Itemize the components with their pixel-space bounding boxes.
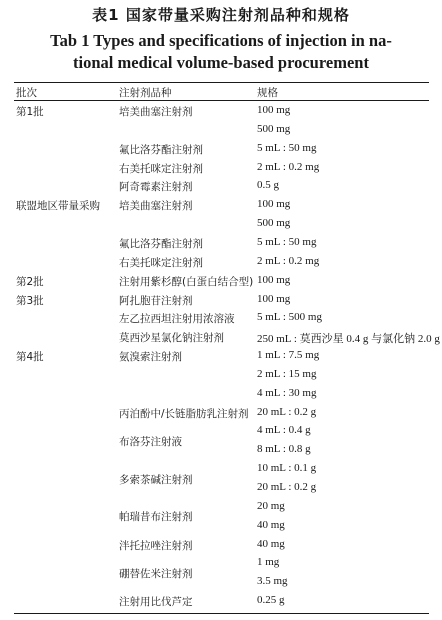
drug-name-cell: 硼替佐米注射剂 <box>119 567 193 580</box>
batch-cell: 第3批 <box>16 294 44 307</box>
spec-cell: 2 mL : 15 mg <box>257 367 317 380</box>
drug-name-cell: 阿奇霉素注射剂 <box>119 181 193 194</box>
spec-cell: 4 mL : 30 mg <box>257 386 317 399</box>
spec-cell: 4 mL : 0.4 g <box>257 424 311 437</box>
spec-cell: 100 mg <box>257 292 291 305</box>
spec-cell: 5 mL : 50 mg <box>257 235 317 248</box>
drug-name-cell: 丙泊酚中/长链脂肪乳注射剂 <box>119 407 249 420</box>
spec-cell: 100 mg <box>257 104 291 116</box>
spec-cell: 40 mg <box>257 537 285 550</box>
batch-cell: 第1批 <box>16 106 44 118</box>
spec-cell: 20 mL : 0.2 g <box>257 481 317 493</box>
table-header-rule <box>14 100 429 101</box>
batch-cell: 第2批 <box>16 275 44 288</box>
spec-cell: 20 mL : 0.2 g <box>257 405 317 418</box>
table-title-english <box>10 30 432 74</box>
drug-name-cell: 培美曲塞注射剂 <box>119 200 193 213</box>
drug-name-cell: 布洛芬注射液 <box>119 435 182 448</box>
table-title-english-line2: tional medical volume-based procurement <box>73 53 369 72</box>
drug-name-cell: 左乙拉西坦注射用浓溶液 <box>119 313 235 326</box>
spec-cell: 500 mg <box>257 122 291 135</box>
drug-name-cell: 注射用比伐芦定 <box>119 596 193 609</box>
spec-cell: 3.5 mg <box>257 575 288 588</box>
table-title-english-line1: Tab 1 Types and specifications of injection in na- <box>50 31 392 50</box>
table-top-rule <box>14 82 429 83</box>
table-bottom-rule <box>14 613 429 614</box>
spec-cell: 0.25 g <box>257 594 285 607</box>
spec-cell: 2 mL : 0.2 mg <box>257 254 320 267</box>
spec-cell: 20 mg <box>257 499 285 512</box>
drug-name-cell: 氨溴索注射剂 <box>119 351 182 364</box>
spec-cell: 5 mL : 50 mg <box>257 141 317 154</box>
header-batch: 批次 <box>16 87 37 99</box>
drug-name-cell: 右美托咪定注射剂 <box>119 162 203 175</box>
spec-cell: 0.5 g <box>257 179 279 192</box>
spec-cell: 40 mg <box>257 518 285 531</box>
drug-name-cell: 莫西沙星氯化钠注射剂 <box>119 332 224 345</box>
batch-cell: 第4批 <box>16 351 44 364</box>
drug-name-cell: 氟比洛芬酯注射剂 <box>119 237 203 250</box>
spec-cell: 500 mg <box>257 217 291 230</box>
drug-name-cell: 注射用紫杉醇(白蛋白结合型) <box>119 275 254 288</box>
spec-cell: 8 mL : 0.8 g <box>257 443 311 456</box>
spec-cell: 100 mg <box>257 198 291 211</box>
table-title-chinese: 表1 国家带量采购注射剂品种和规格 <box>92 6 350 24</box>
spec-cell: 5 mL : 500 mg <box>257 311 322 324</box>
header-drug: 注射剂品种 <box>119 87 172 99</box>
drug-name-cell: 泮托拉唑注射剂 <box>119 539 193 552</box>
spec-cell: 100 mg <box>257 273 291 286</box>
drug-name-cell: 氟比洛芬酯注射剂 <box>119 143 203 156</box>
drug-name-cell: 培美曲塞注射剂 <box>119 106 193 118</box>
spec-cell: 1 mL : 7.5 mg <box>257 349 320 362</box>
spec-cell: 10 mL : 0.1 g <box>257 462 317 475</box>
drug-name-cell: 右美托咪定注射剂 <box>119 256 203 269</box>
spec-cell: 250 mL : 莫西沙星 0.4 g 与氯化钠 2.0 g <box>257 333 440 346</box>
batch-cell: 联盟地区带量采购 <box>16 200 100 213</box>
spec-cell: 1 mg <box>257 556 280 569</box>
drug-name-cell: 阿扎胞苷注射剂 <box>119 294 193 307</box>
spec-cell: 2 mL : 0.2 mg <box>257 160 320 173</box>
drug-name-cell: 帕瑞昔布注射剂 <box>119 511 193 524</box>
drug-name-cell: 多索茶碱注射剂 <box>119 473 193 486</box>
header-spec: 规格 <box>257 87 278 99</box>
